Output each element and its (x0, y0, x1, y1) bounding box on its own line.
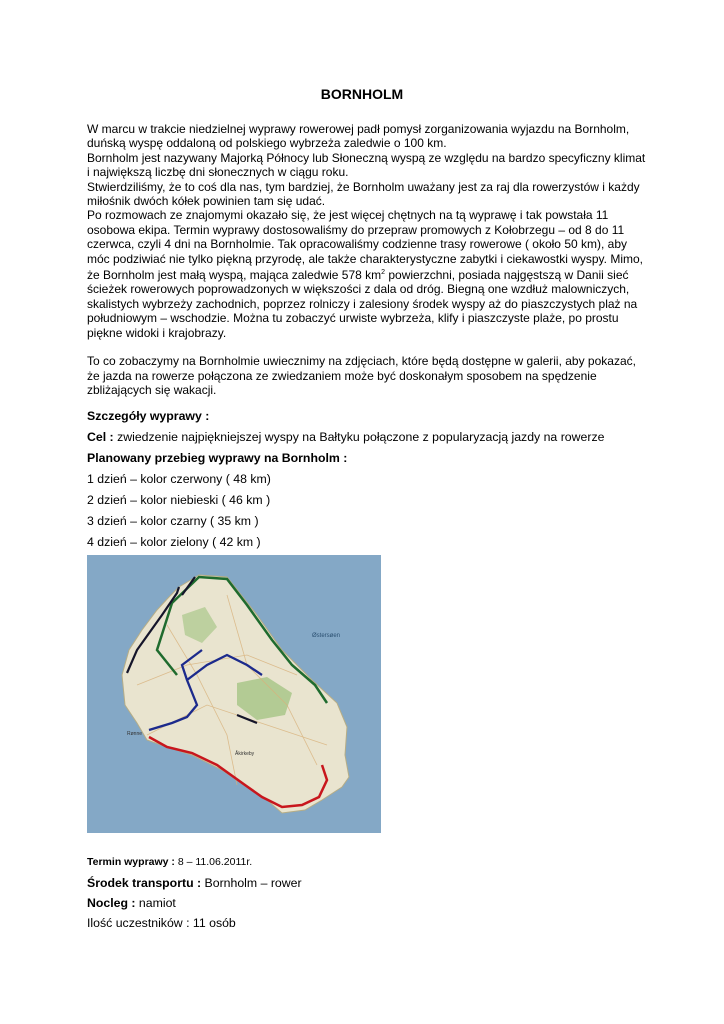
intro-paragraph-3: Stwierdziliśmy, że to coś dla nas, tym bardziej, że Bornholm uważany jest za raj dla rowerzystów i każdy miłośnik dwóch kółek powinien tam się udać. (87, 179, 640, 209)
trip-summary (87, 855, 667, 935)
goal-line (87, 429, 667, 450)
intro-paragraph-4 (87, 208, 647, 340)
trip-date-value: 8 – 11.06.2011r. (174, 856, 253, 868)
transport-line (87, 875, 667, 895)
intro-text (87, 122, 647, 397)
trip-details (87, 408, 667, 555)
transport-label: Środek transportu : (87, 876, 202, 890)
town-label-ronne: Rønne (127, 731, 143, 737)
day-1-route: 1 dzień – kolor czerwony ( 48 km) (87, 472, 271, 486)
transport-value: Bornholm – rower (201, 876, 302, 890)
intro-paragraph-2: Bornholm jest nazywany Majorką Północy lub Słoneczną wyspą ze względu na bardzo specyficzny klimat i największą liczbę dni słonecznych w ciągu roku. (87, 150, 646, 180)
trip-date-label: Termin wyprawy : (87, 856, 175, 868)
intro-paragraph-1: W marcu w trakcie niedzielnej wyprawy rowerowej padł pomysł zorganizowania wyjazdu na Bornholm, duńską wyspę oddaloną od polskiego wybrzeża zaledwie o 100 km. (87, 122, 630, 151)
day-3-route: 3 dzień – kolor czarny ( 35 km ) (87, 514, 259, 528)
lodging-label: Nocleg : (87, 896, 136, 910)
lodging-line (87, 895, 667, 915)
map-photo (87, 555, 381, 833)
day-4-route: 4 dzień – kolor zielony ( 42 km ) (87, 535, 261, 549)
plan-heading: Planowany przebieg wyprawy na Bornholm : (87, 451, 348, 465)
bornholm-route-map (87, 555, 381, 833)
goal-label: Cel : (87, 430, 114, 444)
participants-line: Ilość uczestników : 11 osób (87, 916, 236, 930)
day-2-route: 2 dzień – kolor niebieski ( 46 km ) (87, 493, 271, 507)
intro-paragraph-4-part-a: Po rozmowach ze znajomymi okazało się, że jest więcej chętnych na tą wyprawę i tak powstała 11 osobowa ekipa. Termin wyprawy dostosowaliśmy do przepraw promowych z Kołobrzegu – od 8 do 11 czerwca, czyli 4 dni na Bornholmie. Tak opracowaliśmy codzienne trasy rowerowe ( około 50 km), aby móc podziwiać nie tylko piękną przyrodę, ale także charakterystyczne zabytki i ciekawostki wyspy. Mimo, że Bornholm jest małą wyspą, mająca zaledwie 578 km (87, 208, 643, 283)
details-heading: Szczegóły wyprawy : (87, 409, 210, 423)
intro-paragraph-4-part-b: powierzchni, posiada najgęstszą w Danii sieć ścieżek rowerowych poprowadzonych w większości z dala od dróg. Biegną one wzdłuż malowniczych, skalistych wybrzeży zachodnich, poprzez rolniczy i zalesiony środek wyspy aż do piaszczystych plaż na południowym – wschodzie. Można tu zobaczyć urwiste wybrzeża, klify i piaszczyste plaże, po prostu piękne widoki i krajobrazy. (87, 268, 638, 340)
intro-paragraph-5: To co zobaczymy na Bornholmie uwiecznimy na zdjęciach, które będą dostępne w galerii, aby pokazać, że jazda na rowerze połączona ze zwiedzaniem może być doskonałym sposobem na spędzenie zbliżających się wakacji. (87, 354, 636, 397)
town-label-akirkeby: Åkirkeby (235, 751, 255, 757)
goal-text: zwiedzenie najpiękniejszej wyspy na Bałtyku połączone z popularyzacją jazdy na rowerze (113, 430, 605, 444)
lodging-value: namiot (135, 896, 176, 910)
page-title: BORNHOLM (320, 86, 404, 102)
trip-date-line (87, 855, 667, 875)
superscript-2: 2 (381, 269, 386, 277)
sea-label: Østersøen (312, 633, 341, 639)
